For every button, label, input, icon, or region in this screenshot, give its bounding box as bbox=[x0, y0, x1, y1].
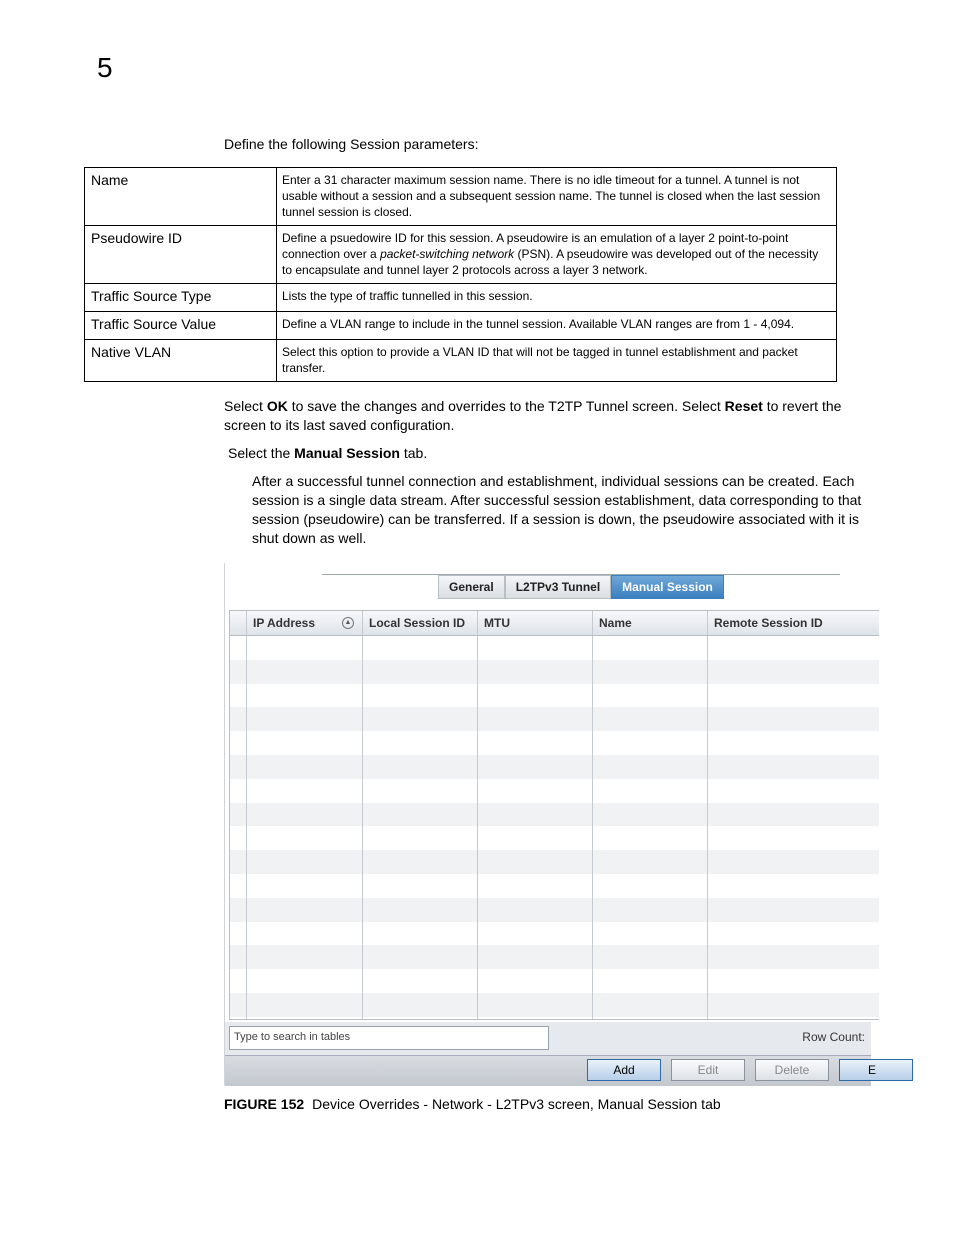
column-name[interactable]: Name bbox=[592, 611, 707, 635]
param-name: Traffic Source Type bbox=[85, 284, 277, 312]
table-row bbox=[230, 969, 879, 993]
table-body bbox=[230, 636, 879, 1019]
session-parameters-table bbox=[84, 167, 837, 382]
param-row bbox=[85, 312, 837, 340]
table-row bbox=[230, 707, 879, 731]
table-row bbox=[230, 731, 879, 755]
column-divider bbox=[246, 636, 247, 1019]
exit-button[interactable]: E bbox=[839, 1059, 913, 1081]
column-divider bbox=[477, 636, 478, 1019]
table-row bbox=[230, 660, 879, 684]
param-row bbox=[85, 168, 837, 226]
figure-caption: FIGURE 152 Device Overrides - Network - L2TPv3 screen, Manual Session tab bbox=[224, 1096, 721, 1112]
param-name: Traffic Source Value bbox=[85, 312, 277, 340]
sessions-table bbox=[229, 610, 879, 1020]
table-row bbox=[230, 850, 879, 874]
column-divider bbox=[707, 636, 708, 1019]
param-desc: Define a VLAN range to include in the tunnel session. Available VLAN ranges are from 1 - 4,094. bbox=[277, 312, 837, 340]
manual-session-screenshot bbox=[224, 563, 877, 1085]
intro-text: Define the following Session parameters: bbox=[224, 136, 479, 152]
param-name: Pseudowire ID bbox=[85, 226, 277, 284]
table-row bbox=[230, 874, 879, 898]
param-desc: Enter a 31 character maximum session name. There is no idle timeout for a tunnel. A tunnel is not usable without a session and a subsequent session name. The tunnel is closed when the last session tunnel session is closed. bbox=[277, 168, 837, 226]
table-row bbox=[230, 803, 879, 827]
step-select-tab-text: Select the Manual Session tab. bbox=[228, 445, 428, 461]
step-save-text: Select OK to save the changes and overrides to the T2TP Tunnel screen. Select Reset to revert the screen to its last saved configuration. bbox=[224, 398, 842, 433]
param-row bbox=[85, 226, 837, 284]
column-remote-session-id[interactable]: Remote Session ID bbox=[707, 611, 877, 635]
table-row bbox=[230, 922, 879, 946]
table-row bbox=[230, 755, 879, 779]
row-count-label: Row Count: bbox=[802, 1030, 865, 1044]
table-header bbox=[230, 611, 879, 636]
table-row bbox=[230, 684, 879, 708]
sort-icon[interactable]: ▲ bbox=[342, 617, 354, 629]
table-row bbox=[230, 898, 879, 922]
tab-bar bbox=[438, 575, 724, 599]
tab-l2tpv3-tunnel[interactable]: L2TPv3 Tunnel bbox=[505, 575, 611, 599]
param-desc: Define a psuedowire ID for this session. A pseudowire is an emulation of a layer 2 point-to-point connection over a packet-switching network (PSN). A pseudowire was developed out of the necessity to encapsulate and tunnel layer 2 protocols across a layer 3 network. bbox=[277, 226, 837, 284]
column-mtu[interactable]: MTU bbox=[477, 611, 592, 635]
table-row bbox=[230, 779, 879, 803]
column-divider bbox=[592, 636, 593, 1019]
param-desc: Select this option to provide a VLAN ID that will not be tagged in tunnel establishment and packet transfer. bbox=[277, 340, 837, 382]
table-row bbox=[230, 636, 879, 660]
param-row bbox=[85, 284, 837, 312]
tab-general[interactable]: General bbox=[438, 575, 505, 599]
param-row bbox=[85, 340, 837, 382]
param-name: Native VLAN bbox=[85, 340, 277, 382]
column-ip-address[interactable]: IP Address ▲ bbox=[246, 611, 362, 635]
chapter-number: 5 bbox=[97, 52, 113, 83]
session-explanation-text: After a successful tunnel connection and establishment, individual sessions can be created. Each session is a single data stream. After successful session establishment, data corresponding to that session (pseudowire) can be transferred. If a session is down, the pseudowire associated with it is shut down as well. bbox=[252, 473, 862, 546]
column-divider bbox=[362, 636, 363, 1019]
param-name: Name bbox=[85, 168, 277, 226]
table-row bbox=[230, 826, 879, 850]
tab-manual-session[interactable]: Manual Session bbox=[611, 575, 724, 599]
column-local-session-id[interactable]: Local Session ID bbox=[362, 611, 477, 635]
add-button[interactable]: Add bbox=[587, 1059, 661, 1081]
table-row bbox=[230, 993, 879, 1017]
delete-button[interactable]: Delete bbox=[755, 1059, 829, 1081]
search-input[interactable]: Type to search in tables bbox=[229, 1026, 549, 1050]
edit-button[interactable]: Edit bbox=[671, 1059, 745, 1081]
param-desc: Lists the type of traffic tunnelled in this session. bbox=[277, 284, 837, 312]
table-row bbox=[230, 945, 879, 969]
